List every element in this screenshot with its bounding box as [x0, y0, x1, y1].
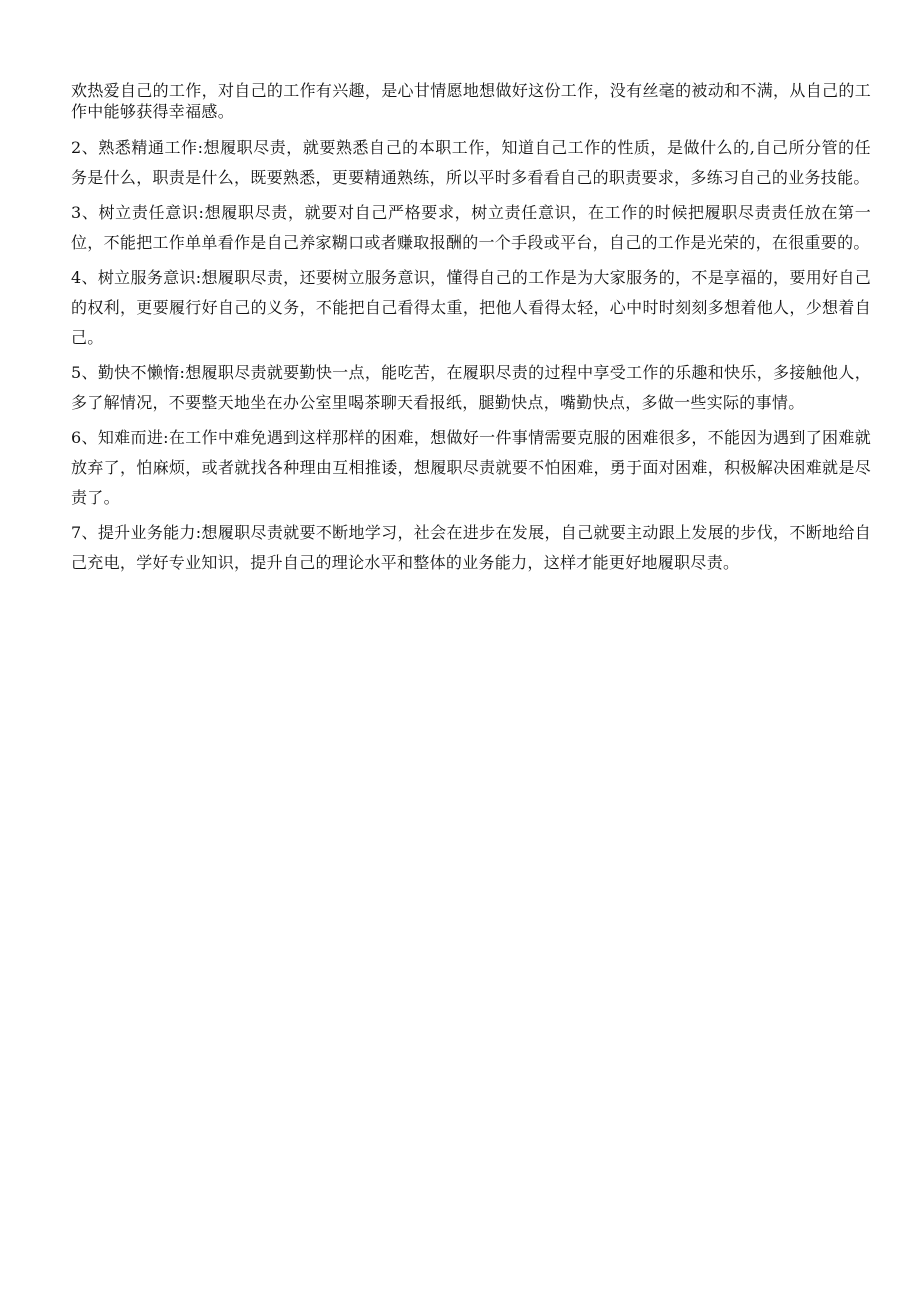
item-paragraph-7: 7、提升业务能力:想履职尽责就要不断地学习，社会在进步在发展，自己就要主动跟上发展的步伐，不断地给自己充电，学好专业知识，提升自己的理论水平和整体的业务能力，这样才能更好地履职尽责。 [71, 523, 871, 572]
item-paragraph-2: 2、熟悉精通工作:想履职尽责，就要熟悉自己的本职工作，知道自己工作的性质，是做什么的,自己所分管的任务是什么，职责是什么，既要熟悉，更要精通熟练，所以平时多看看自己的职责要求，多练习自己的业务技能。 [71, 138, 871, 187]
item-paragraph-3: 3、树立责任意识:想履职尽责，就要对自己严格要求，树立责任意识，在工作的时候把履职尽责责任放在第一位，不能把工作单单看作是自己养家糊口或者赚取报酬的一个手段或平台，自己的工作是光荣的，在很重要的。 [71, 203, 871, 252]
item-paragraph-5: 5、勤快不懒惰:想履职尽责就要勤快一点，能吃苦，在履职尽责的过程中享受工作的乐趣和快乐，多接触他人，多了解情况，不要整天地坐在办公室里喝茶聊天看报纸，腿勤快点，嘴勤快点，多做一些实际的事情。 [71, 363, 871, 412]
document-body [71, 80, 871, 583]
item-paragraph-6: 6、知难而进:在工作中难免遇到这样那样的困难，想做好一件事情需要克服的困难很多，不能因为遇到了困难就放弃了，怕麻烦，或者就找各种理由互相推诿，想履职尽责就要不怕困难，勇于面对困难，积极解决困难就是尽责了。 [71, 428, 871, 507]
item-paragraph-4: 4、树立服务意识:想履职尽责，还要树立服务意识，懂得自己的工作是为大家服务的，不是享福的，要用好自己的权利，更要履行好自己的义务，不能把自己看得太重，把他人看得太轻，心中时时刻刻多想着他人，少想着自己。 [71, 268, 871, 347]
intro-paragraph: 欢热爱自己的工作，对自己的工作有兴趣，是心甘情愿地想做好这份工作，没有丝毫的被动和不满，从自己的工作中能够获得幸福感。 [71, 81, 871, 121]
